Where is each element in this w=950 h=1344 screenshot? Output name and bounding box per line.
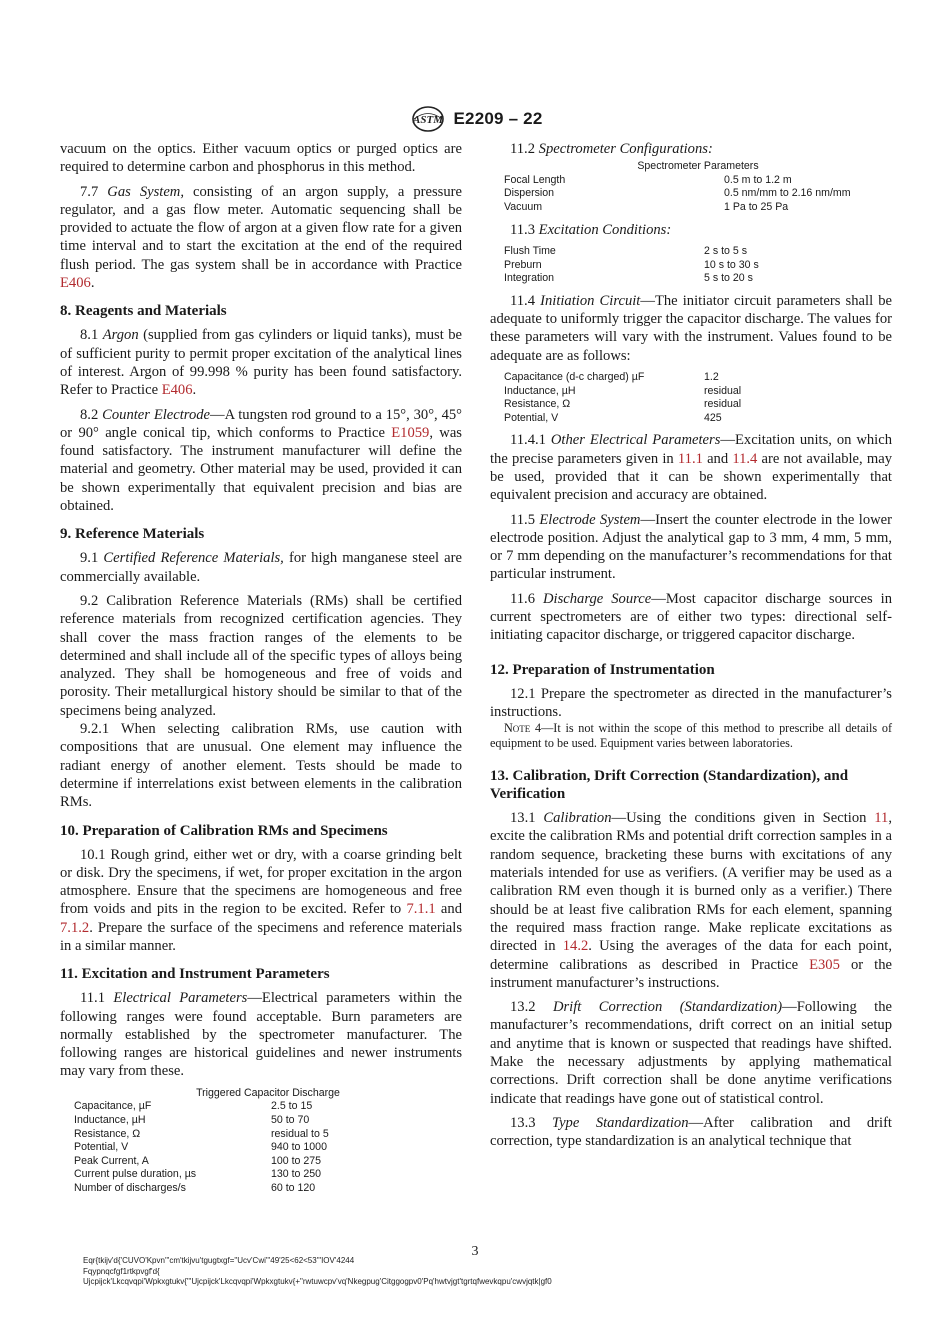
left-column bbox=[60, 140, 462, 1202]
link-14-2[interactable]: 14.2 bbox=[562, 938, 589, 955]
section-heading-12: 12. Preparation of Instrumentation bbox=[490, 661, 715, 678]
paragraph-11-4-1: 11.4.1 Other Electrical Parameters—Excitation units, on which the precise parameters given in 11.1 and 11.4 are not available, may be used, provided that it can be shown experimentally that equivalent precision and accuracy are obtained. bbox=[490, 432, 893, 504]
table-row: Resistance, Ω residual to 5 bbox=[74, 1127, 329, 1140]
paragraph-8-2: 8.2 Counter Electrode—A tungsten rod ground to a 15°, 30°, 45° or 90° angle conical tip, which conforms to Practice E1059, was found satisfactory. The instrument manufacturer will define the material and geometry. Other material may be used, provided it can be shown experimentally that equivalent precision and bias are obtained. bbox=[60, 406, 463, 515]
table-row: Number of discharges/s 60 to 120 bbox=[74, 1181, 316, 1194]
section-heading-13: 13. Calibration, Drift Correction (Standardization), and Verification bbox=[490, 768, 849, 803]
table-row: Vacuum 1 Pa to 25 Pa bbox=[504, 201, 789, 214]
link-e1059[interactable]: E1059 bbox=[391, 424, 430, 441]
link-7-1-1[interactable]: 7.1.1 bbox=[406, 901, 436, 918]
link-section-11[interactable]: 11 bbox=[874, 810, 889, 827]
paragraph-11-2: 11.2 Spectrometer Configurations: bbox=[510, 141, 713, 157]
paragraph-12-1: 12.1 Prepare the spectrometer as directed in the manufacturer’s instructions. bbox=[490, 685, 892, 720]
svg-text:ASTM: ASTM bbox=[412, 114, 443, 126]
table-row: Peak Current, A 100 to 275 bbox=[74, 1154, 322, 1167]
table-row: Capacitance (d-c charged) µF 1.2 bbox=[504, 370, 719, 383]
link-e406[interactable]: E406 bbox=[161, 382, 193, 399]
section-heading-10: 10. Preparation of Calibration RMs and Specimens bbox=[60, 822, 388, 839]
right-column bbox=[490, 140, 892, 1157]
table-spectrometer-parameters bbox=[490, 160, 892, 214]
link-e305[interactable]: E305 bbox=[809, 956, 840, 973]
table-row: Potential, V 940 to 1000 bbox=[74, 1141, 327, 1154]
paragraph-13-1: 13.1 Calibration—Using the conditions given in Section 11, excite the calibration RMs and potential drift correction samples in a random sequence, bracketing these burns with excitations of any materials intended for use as verifiers. (A verifier may be used as a calibration RM even though it is burned only as a verifier.) There should be at least five calibration RMs for each element, spanning the required mass fraction range. Make replicate excitations as directed in 14.2. Using the averages of the data for each point, determine calibrations as described in Practice E305 or the instrument manufacturer’s instructions. bbox=[490, 810, 892, 991]
footer-line: Eqr{tkijv'd{'CUVO'Kpvn'"cm'tkijvu'tgugtxgf="Ucv'Cwi'"49'25<62<53'"IOV'4244 bbox=[83, 1256, 355, 1265]
table-caption: Triggered Capacitor Discharge bbox=[196, 1086, 340, 1099]
section-heading-11: 11. Excitation and Instrument Parameters bbox=[60, 966, 330, 983]
paragraph-11-6: 11.6 Discharge Source—Most capacitor discharge sources in current spectrometers are of either two types: directional self-initiating capacitor discharge, or triggered capacitor discharge. bbox=[490, 590, 892, 644]
astm-logo-icon bbox=[408, 104, 448, 134]
section-heading-9: 9. Reference Materials bbox=[60, 526, 205, 543]
paragraph-13-3: 13.3 Type Standardization—After calibration and drift correction, type standardization is an analytical technique that bbox=[490, 1114, 892, 1150]
paragraph-11-4: 11.4 Initiation Circuit—The initiator circuit parameters shall be adequate to uniformly trigger the capacitor discharge. The values for these parameters will vary with the instrument. Values found to be adequate are as follows: bbox=[490, 292, 893, 364]
link-7-1-2[interactable]: 7.1.2 bbox=[60, 919, 90, 936]
page-number: 3 bbox=[471, 1244, 479, 1259]
paragraph-8-1: 8.1 Argon (supplied from gas cylinders or liquid tanks), must be of sufficient purity to permit proper excitation of the analytical lines of interest. Argon of 99.998 % purity has been found satisfactory. Refer to Practice E406. bbox=[60, 327, 462, 399]
table-row: Inductance, µH 50 to 70 bbox=[74, 1113, 310, 1126]
table-row: Current pulse duration, µs 130 to 250 bbox=[74, 1168, 322, 1181]
table-row: Preburn 10 s to 30 s bbox=[504, 258, 759, 271]
table-row: Flush Time 2 s to 5 s bbox=[504, 244, 747, 257]
document-id: E2209 – 22 bbox=[453, 109, 543, 128]
link-11-1[interactable]: 11.1 bbox=[677, 450, 703, 467]
table-row: Integration 5 s to 20 s bbox=[504, 272, 753, 285]
paragraph-11-1: 11.1 Electrical Parameters—Electrical parameters within the following ranges were found acceptable. Burn parameters are normally established by the spectrometer manufacturer. The following ranges are historical guidelines and newer instruments may vary from these. bbox=[60, 990, 462, 1080]
paragraph-9-1: 9.1 Certified Reference Materials, for high manganese steel are commercially available. bbox=[60, 550, 462, 585]
table-row: Resistance, Ω residual bbox=[504, 398, 742, 411]
table-row: Potential, V 425 bbox=[504, 411, 722, 424]
table-excitation-conditions bbox=[490, 245, 892, 286]
table-row: Inductance, µH residual bbox=[504, 384, 742, 397]
table-initiation-circuit bbox=[490, 371, 892, 425]
link-11-4[interactable]: 11.4 bbox=[732, 450, 758, 467]
footer-line: Ujcpijck'Lkcqvqpi'Wpkxgtukv{"'Ujcpijck'Lkcqvqpi'Wpkxgtukv{+"rwtuwcpv'vq'Nkegpug'Citggogpv0'Pq'hwtvjgt'tgrtqfwevkqpu'cwvjqtk|gf0 bbox=[83, 1277, 552, 1286]
paragraph-11-5: 11.5 Electrode System—Insert the counter electrode in the lower electrode position. Adjust the analytical gap to 3 mm, 4 mm, 5 mm, or 7 mm depending on the manufacturer’s recommendations for that particular instrument. bbox=[490, 511, 892, 583]
paragraph-9-2-1: 9.2.1 When selecting calibration RMs, use caution with compositions that are unusual. One element may influence the radiant energy of another element. Tests should be made to determine if interrelations exist between elements in the calibration RMs. bbox=[60, 721, 462, 811]
link-e406[interactable]: E406 bbox=[60, 275, 91, 292]
paragraph-11-3: 11.3 Excitation Conditions: bbox=[510, 221, 672, 238]
license-footer bbox=[83, 1256, 552, 1288]
table-triggered-capacitor-discharge bbox=[60, 1087, 462, 1196]
paragraph-10-1: 10.1 Rough grind, either wet or dry, with a coarse grinding belt or disk. Dry the specimens, if wet, for proper excitation in the argon atmosphere. Ensure that the specimens are homogeneous and free from voids and pits in the region to be excited. Refer to 7.1.1 and 7.1.2. Prepare the surface of the specimens and reference materials in a similar manner. bbox=[60, 846, 462, 954]
footer-line: Fqypnqcfgf1rtkpvgf'd{ bbox=[83, 1266, 160, 1276]
paragraph-7-6-cont: vacuum on the optics. Either vacuum optics or purged optics are required to determine carbon and phosphorus in this method. bbox=[60, 141, 462, 176]
note-4: Note 4—It is not within the scope of this method to prescribe all details of equipment to be used. Equipment varies between laboratories. bbox=[490, 721, 893, 751]
paragraph-9-2: 9.2 Calibration Reference Materials (RMs) shall be certified reference materials from recognized certification agencies. They shall cover the mass fraction ranges of the elements to be determined and shall include all of the specific types of alloys being analyzed. They shall be homogeneous and free of voids and porosity. Their metallurgical history should be similar to that of the specimens being analyzed. bbox=[60, 592, 462, 719]
paragraph-13-2: 13.2 Drift Correction (Standardization)—Following the manufacturer’s recommendations, drift correct on an initial setup and anytime that is known or suspected that readings have shifted. Make the necessary adjustments by applying mathematical corrections. Drift correction shall be done anytime verifications indicate that readings have gone out of statistical control. bbox=[490, 999, 892, 1107]
table-row: Dispersion 0.5 nm/mm to 2.16 nm/mm bbox=[504, 187, 851, 200]
paragraph-7-7: 7.7 Gas System, consisting of an argon supply, a pressure regulator, and a gas flow meter. Automatic sequencing shall be provided to actuate the flow of argon at a given flow rate for a given time interval and to start the excitation at the end of the required flush period. The gas system shall be in accordance with Practice E406. bbox=[60, 183, 462, 292]
page-header bbox=[0, 104, 950, 134]
section-heading-8: 8. Reagents and Materials bbox=[60, 303, 227, 320]
table-row: Focal Length 0.5 m to 1.2 m bbox=[504, 173, 792, 186]
table-caption: Spectrometer Parameters bbox=[637, 160, 759, 173]
table-row: Capacitance, µF 2.5 to 15 bbox=[74, 1100, 313, 1113]
